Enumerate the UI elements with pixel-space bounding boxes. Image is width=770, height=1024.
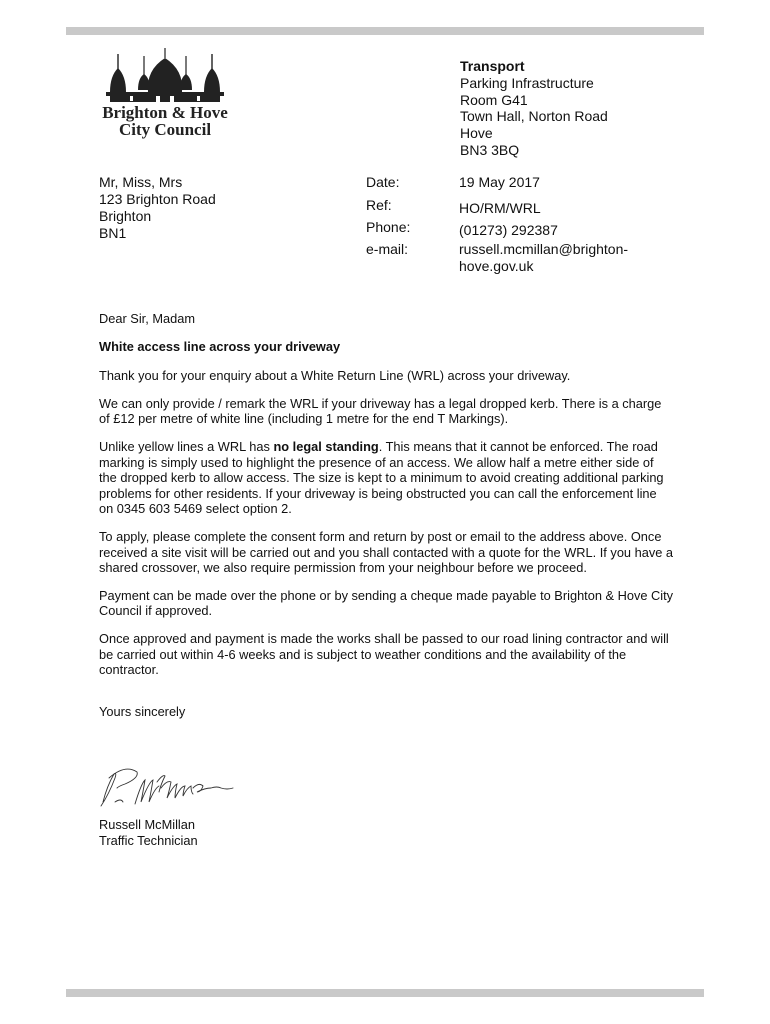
signer-name: Russell McMillan (99, 817, 195, 832)
paragraph: Once approved and payment is made the works shall be passed to our road lining contractor and will be carried out within 4-6 weeks and is subject to weather conditions and the availability of the contractor. (99, 630, 669, 678)
bottom-rule (66, 989, 704, 997)
address-line: Brighton (99, 208, 152, 224)
email-value[interactable] (459, 241, 649, 275)
handwritten-signature (95, 758, 245, 819)
closing: Yours sincerely (99, 703, 186, 719)
top-rule (66, 27, 704, 35)
address-line: Room G41 (460, 91, 528, 108)
address-line: BN1 (99, 225, 127, 241)
paragraph: We can only provide / remark the WRL if your driveway has a legal dropped kerb. There is a charge of £12 per metre of white line (including 1 metre for the end T Markings). (99, 395, 662, 427)
salutation: Dear Sir, Madam (99, 311, 196, 326)
address-line: Town Hall, Norton Road (460, 108, 608, 125)
ref-label: Ref: (366, 197, 392, 213)
emphasis: no legal standing (273, 438, 379, 454)
signer-block (99, 817, 198, 849)
signer-title: Traffic Technician (99, 833, 198, 848)
text-run: . This means that it cannot be enforced. The road marking is simply used to highlight the presence of an access. We allow half a metre either side of the dropped kerb to allow access. The size is kept to a minimum to avoid creating additional parking problems for other residents. If your driveway is being obstructed you can call the enforcement line on 0345 603 5469 select option 2. (99, 438, 664, 517)
email-line: hove.gov.uk (459, 258, 534, 274)
address-line: Parking Infrastructure (460, 74, 594, 91)
date-label: Date: (366, 174, 400, 190)
council-name-line2: City Council (118, 120, 212, 139)
paragraph: To apply, please complete the consent form and return by post or email to the address above. Once received a site visit will be carried out and you shall contacted with a quote for the WRL. If you have a shared crossover, we also require permission from your neighbour before we proceed. (99, 528, 674, 576)
phone-label: Phone: (366, 219, 411, 235)
date-value: 19 May 2017 (459, 174, 540, 190)
paragraph (99, 439, 674, 517)
phone-value: (01273) 292387 (459, 222, 558, 238)
pavilion-icon (100, 48, 230, 104)
text-run: Unlike yellow lines a WRL has (99, 438, 274, 454)
department: Transport (460, 58, 525, 74)
recipient-address (99, 174, 216, 242)
address-line: Hove (460, 125, 493, 142)
paragraph: Payment can be made over the phone or by sending a cheque made payable to Brighton & Hove City Council if approved. (99, 587, 674, 619)
email-label: e-mail: (366, 241, 409, 257)
council-logo (100, 48, 240, 138)
address-line: BN3 3BQ (460, 141, 520, 158)
address-line: Mr, Miss, Mrs (99, 174, 183, 190)
subject-line: White access line across your driveway (99, 338, 341, 354)
council-name-line1: Brighton & Hove (102, 103, 228, 122)
address-line: 123 Brighton Road (99, 191, 216, 207)
letter-body (99, 311, 674, 731)
ref-value: HO/RM/WRL (459, 200, 541, 216)
email-line: russell.mcmillan@brighton- (459, 241, 629, 257)
paragraph: Thank you for your enquiry about a White Return Line (WRL) across your driveway. (99, 368, 571, 384)
sender-address (460, 58, 608, 159)
